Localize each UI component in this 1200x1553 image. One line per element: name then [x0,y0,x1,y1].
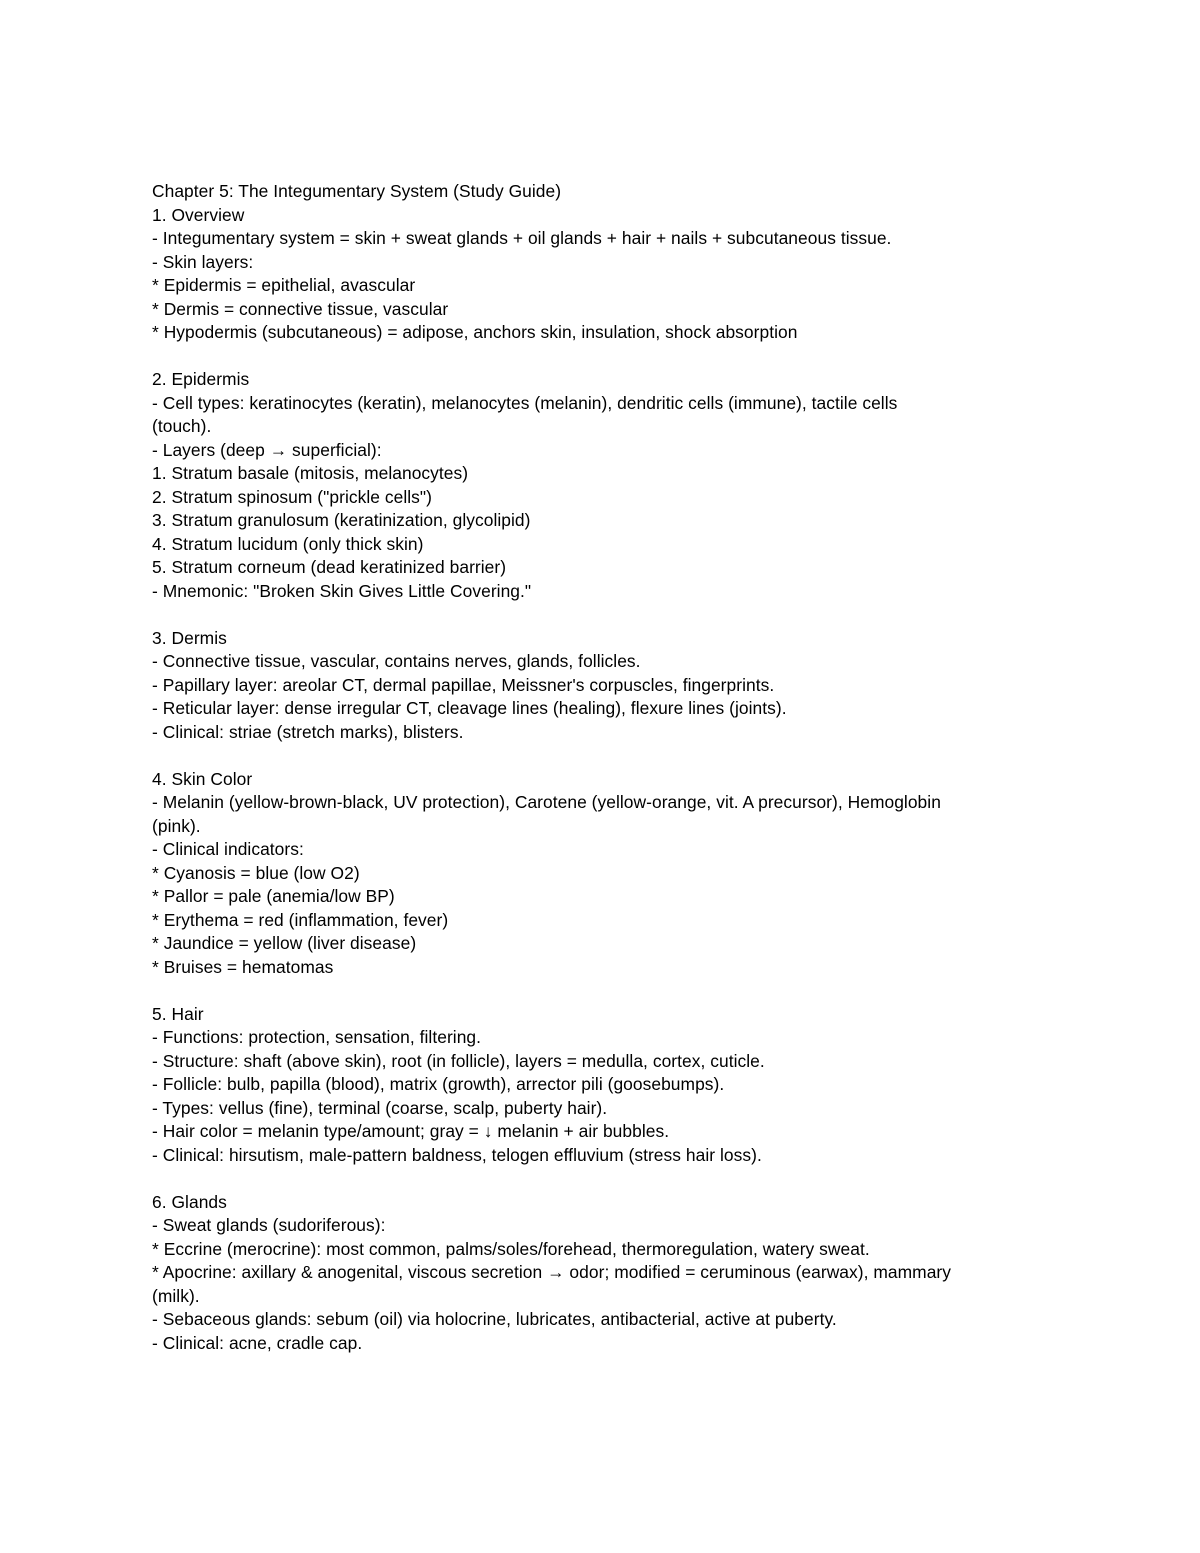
list-item: - Sweat glands (sudoriferous): [152,1215,386,1235]
list-item: 5. Stratum corneum (dead keratinized barrier) [152,557,507,577]
list-item: * Erythema = red (inflammation, fever) [152,909,449,930]
list-item: * Cyanosis = blue (low O2) [152,862,360,883]
section-glands [152,1191,1052,1356]
document-title: Chapter 5: The Integumentary System (Study Guide) [152,181,562,201]
section-heading: 3. Dermis [152,627,227,648]
document-page [152,180,1052,1379]
list-item: * Eccrine (merocrine): most common, palms/soles/forehead, thermoregulation, watery sweat. [152,1238,870,1259]
list-item: - Reticular layer: dense irregular CT, cleavage lines (healing), flexure lines (joints). [152,698,787,718]
list-item: - Functions: protection, sensation, filtering. [152,1027,482,1047]
list-item: - Structure: shaft (above skin), root (in follicle), layers = medulla, cortex, cuticle. [152,1050,765,1071]
list-item: - Types: vellus (fine), terminal (coarse, scalp, puberty hair). [152,1097,608,1118]
section-skin-color [152,768,1052,980]
section-heading: 1. Overview [152,204,245,225]
section-heading: 5. Hair [152,1003,204,1024]
list-item: 2. Stratum spinosum ("prickle cells") [152,486,432,507]
list-item: - Connective tissue, vascular, contains nerves, glands, follicles. [152,651,641,671]
section-heading: 6. Glands [152,1191,227,1212]
list-item: * Dermis = connective tissue, vascular [152,298,449,319]
list-item: - Hair color = melanin type/amount; gray = ↓ melanin + air bubbles. [152,1121,670,1141]
section-overview [152,204,1052,345]
list-item: - Follicle: bulb, papilla (blood), matrix (growth), arrector pili (goosebumps). [152,1074,725,1094]
list-item: - Layers (deep → superficial): [152,439,382,460]
section-heading: 2. Epidermis [152,369,250,389]
list-item: - Papillary layer: areolar CT, dermal papillae, Meissner's corpuscles, fingerprints. [152,674,775,695]
section-heading: 4. Skin Color [152,768,253,789]
list-item: - Clinical indicators: [152,839,304,859]
section-dermis [152,627,1052,745]
list-item: - Integumentary system = skin + sweat glands + oil glands + hair + nails + subcutaneous tissue. [152,228,892,248]
list-item: * Apocrine: axillary & anogenital, viscous secretion → odor; modified = ceruminous (earwax), mammary (milk). [152,1262,952,1306]
list-item: * Epidermis = epithelial, avascular [152,275,416,295]
list-item: - Clinical: striae (stretch marks), blisters. [152,721,464,742]
list-item: - Skin layers: [152,251,254,272]
list-item: - Clinical: acne, cradle cap. [152,1332,363,1353]
section-hair [152,1003,1052,1168]
list-item: 4. Stratum lucidum (only thick skin) [152,533,424,554]
list-item: * Hypodermis (subcutaneous) = adipose, anchors skin, insulation, shock absorption [152,322,798,342]
list-item: - Clinical: hirsutism, male-pattern baldness, telogen effluvium (stress hair loss). [152,1144,762,1165]
list-item: 1. Stratum basale (mitosis, melanocytes) [152,463,469,483]
list-item: - Melanin (yellow-brown-black, UV protection), Carotene (yellow-orange, vit. A precursor), Hemoglobin (pink). [152,792,941,836]
list-item: - Cell types: keratinocytes (keratin), melanocytes (melanin), dendritic cells (immune), tactile cells (touch). [152,392,898,436]
list-item: * Pallor = pale (anemia/low BP) [152,886,395,906]
list-item: * Jaundice = yellow (liver disease) [152,933,417,953]
list-item: * Bruises = hematomas [152,956,334,977]
list-item: - Mnemonic: "Broken Skin Gives Little Covering." [152,580,532,601]
list-item: - Sebaceous glands: sebum (oil) via holocrine, lubricates, antibacterial, active at puberty. [152,1309,837,1329]
list-item: 3. Stratum granulosum (keratinization, glycolipid) [152,510,531,530]
section-epidermis [152,368,1052,603]
